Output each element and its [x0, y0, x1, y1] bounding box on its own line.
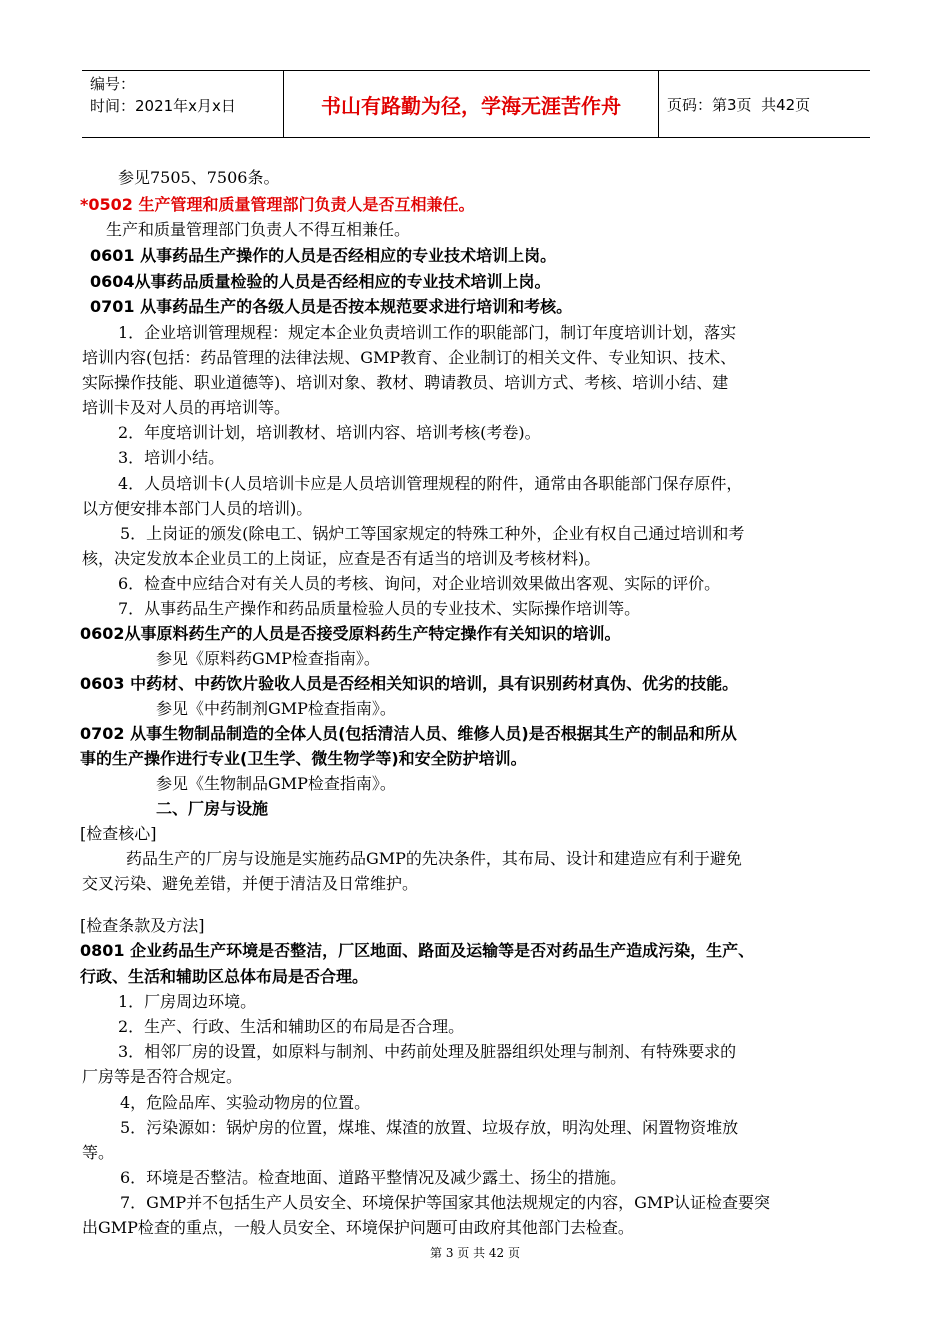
body-line: 6．环境是否整洁。检查地面、道路平整情况及减少露土、扬尘的措施。: [120, 1168, 627, 1187]
clause-heading: 0603 中药材、中药饮片验收人员是否经相关知识的培训，具有识别药材真伪、优劣的技能。: [80, 674, 739, 693]
body-line: 参见《中药制剂GMP检查指南》。: [156, 699, 396, 718]
page-footer: [0, 1244, 950, 1261]
body-line: 参见《原料药GMP检查指南》。: [156, 649, 380, 668]
body-line: 1．厂房周边环境。: [118, 992, 257, 1011]
header-page-info: [659, 71, 870, 137]
body-line: 1．企业培训管理规程：规定本企业负责培训工作的职能部门，制订年度培训计划，落实: [118, 323, 737, 342]
clause-heading: 0702 从事生物制品制造的全体人员(包括清洁人员、维修人员)是否根据其生产的制品和所从: [80, 724, 737, 743]
body-line: 实际操作技能、职业道德等)、培训对象、教材、聘请教员、培训方式、考核、培训小结、建: [82, 373, 729, 392]
body-line: 4．人员培训卡(人员培训卡应是人员培训管理规程的附件，通常由各职能部门保存原件，: [118, 474, 743, 493]
body-line: 3．培训小结。: [118, 448, 225, 467]
body-line: 7．从事药品生产操作和药品质量检验人员的专业技术、实际操作培训等。: [118, 599, 641, 618]
body-line: 等。: [82, 1143, 115, 1162]
header-meta: [82, 71, 284, 137]
body-line: 出GMP检查的重点，一般人员安全、环境保护问题可由政府其他部门去检查。: [82, 1218, 634, 1237]
clause-heading: 事的生产操作进行专业(卫生学、微生物学等)和安全防护培训。: [80, 749, 527, 768]
section-heading: 二、厂房与设施: [156, 799, 269, 818]
clause-heading: 0701 从事药品生产的各级人员是否按本规范要求进行培训和考核。: [90, 297, 573, 316]
body-line: 培训卡及对人员的再培训等。: [82, 398, 291, 417]
body-line: 3．相邻厂房的设置，如原料与制剂、中药前处理及脏器组织处理与制剂、有特殊要求的: [118, 1042, 737, 1061]
body-line: 5．上岗证的颁发(除电工、锅炉工等国家规定的特殊工种外，企业有权自己通过培训和考: [120, 524, 745, 543]
body-line: 6．检查中应结合对有关人员的考核、询问，对企业培训效果做出客观、实际的评价。: [118, 574, 721, 593]
document-number-label: 编号：: [90, 75, 136, 93]
body-line: 厂房等是否符合规定。: [82, 1067, 243, 1086]
body-line: 培训内容(包括：药品管理的法律法规、GMP教育、企业制订的相关文件、专业知识、技术、: [82, 348, 737, 367]
page-header: [82, 70, 870, 138]
footer-page-number: 第 3 页 共 42 页: [430, 1246, 520, 1260]
body-line: 5．污染源如：锅炉房的位置，煤堆、煤渣的放置、垃圾存放，明沟处理、闲置物资堆放: [120, 1118, 739, 1137]
body-line: 交叉污染、避免差错，并便于清洁及日常维护。: [82, 874, 419, 893]
body-line: 参见7505、7506条。: [118, 168, 280, 187]
page-label: 页码：第3页 共42页: [667, 95, 811, 114]
clause-heading: 0801 企业药品生产环境是否整洁，厂区地面、路面及运输等是否对药品生产造成污染，生产、: [80, 941, 755, 960]
body-line: 7．GMP并不包括生产人员安全、环境保护等国家其他法规规定的内容，GMP认证检查要突: [120, 1193, 771, 1212]
subsection-heading: [检查条款及方法]: [80, 916, 205, 935]
body-line: 参见《生物制品GMP检查指南》。: [156, 774, 396, 793]
clause-heading: 0601 从事药品生产操作的人员是否经相应的专业技术培训上岗。: [90, 246, 557, 265]
clause-heading: 0604从事药品质量检验的人员是否经相应的专业技术培训上岗。: [90, 272, 551, 291]
body-line: 4，危险品库、实验动物房的位置。: [120, 1093, 371, 1112]
body-line: 以方便安排本部门人员的培训)。: [82, 499, 313, 518]
body-line: 药品生产的厂房与设施是实施药品GMP的先决条件，其布局、设计和建造应有利于避免: [126, 849, 742, 868]
body-line: 核，决定发放本企业员工的上岗证，应查是否有适当的培训及考核材料)。: [82, 549, 601, 568]
document-date-label: 时间：2021年x月x日: [90, 97, 236, 115]
clause-heading: 0602从事原料药生产的人员是否接受原料药生产特定操作有关知识的培训。: [80, 624, 621, 643]
body-line: 2．年度培训计划，培训教材、培训内容、培训考核(考卷)。: [118, 423, 541, 442]
body-line: 生产和质量管理部门负责人不得互相兼任。: [106, 220, 411, 239]
clause-heading: *0502 生产管理和质量管理部门负责人是否互相兼任。: [80, 195, 475, 214]
clause-heading: 行政、生活和辅助区总体布局是否合理。: [80, 967, 369, 986]
header-motto: 书山有路勤为径，学海无涯苦作舟: [284, 71, 659, 137]
body-line: 2．生产、行政、生活和辅助区的布局是否合理。: [118, 1017, 465, 1036]
subsection-heading: [检查核心]: [80, 824, 157, 843]
